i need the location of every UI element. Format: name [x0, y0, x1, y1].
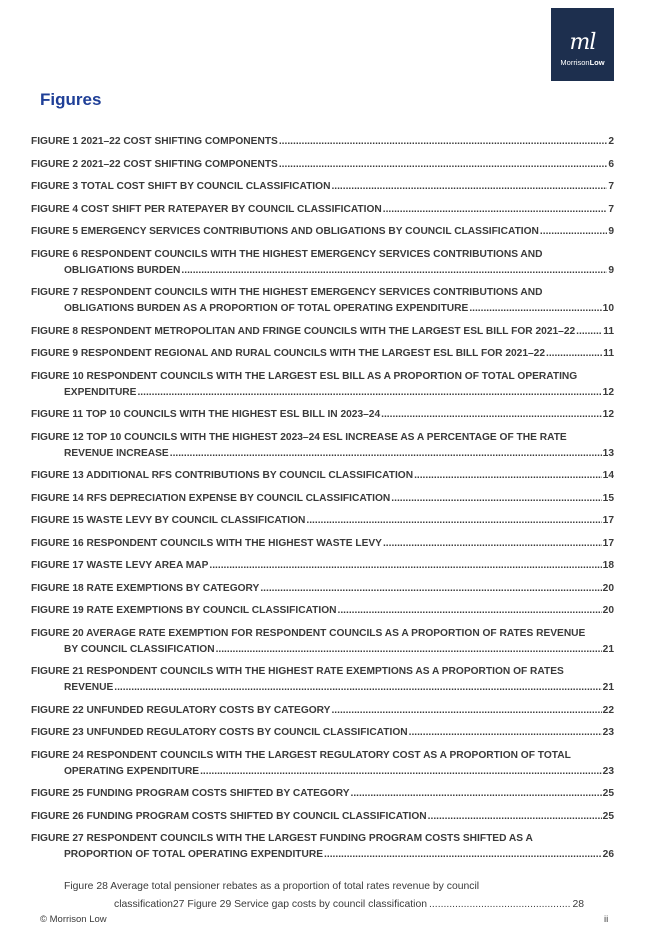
toc-entry-line-wrap: [31, 407, 614, 423]
toc-entry[interactable]: [31, 809, 614, 825]
toc-entry-text: BY COUNCIL CLASSIFICATION: [64, 643, 215, 655]
toc-entry-text: OPERATING EXPENDITURE: [64, 765, 200, 777]
toc-entry-line: classification27 Figure 29 Service gap costs by council classification: [114, 899, 428, 910]
toc-page-number: 17: [602, 537, 614, 549]
toc-page-number: 11: [603, 325, 614, 337]
toc-page-number: 22: [602, 704, 614, 716]
toc-entry-line-wrap: [31, 536, 614, 552]
leader-dots: [209, 558, 601, 574]
toc-entry[interactable]: [31, 603, 614, 619]
leader-dots: [381, 407, 602, 423]
leader-dots: [383, 202, 608, 218]
toc-page-number: 28: [572, 899, 584, 910]
toc-entry-text: AVERAGE RATE EXEMPTION FOR RESPONDENT COUNCILS AS A PROPORTION OF RATES REVENUE: [86, 627, 586, 639]
leader-dots: [429, 896, 570, 914]
toc-entry-line-wrap: [31, 324, 614, 340]
morrison-low-logo: [551, 8, 614, 81]
toc-entry-title: [31, 603, 337, 619]
leader-dots: [306, 513, 601, 529]
toc-page-number: 2: [608, 136, 614, 147]
toc-entry-title: [31, 703, 330, 719]
toc-figure-number: FIGURE 18: [31, 582, 84, 594]
toc-figure-number: FIGURE 15: [31, 515, 84, 526]
toc-page-number: 21: [602, 682, 614, 693]
toc-entry-continuation: [31, 263, 614, 279]
figures-list: [31, 134, 614, 870]
toc-entry-line-wrap: [31, 285, 614, 301]
toc-entry-title: [31, 157, 278, 173]
toc-entry-continuation: [31, 847, 614, 863]
toc-entry[interactable]: [31, 536, 614, 552]
toc-entry-title: [31, 536, 382, 552]
toc-entry-text: RESPONDENT COUNCILS WITH THE HIGHEST RATE EXEMPTIONS AS A PROPORTION OF RATES: [86, 666, 564, 677]
toc-entry[interactable]: [31, 346, 614, 362]
toc-page-number: 6: [608, 158, 614, 170]
toc-entry-text: UNFUNDED REGULATORY COSTS BY CATEGORY: [86, 704, 331, 716]
toc-page-number: 20: [602, 605, 614, 616]
logo-wordmark: MorrisonLow: [560, 58, 605, 67]
toc-entry[interactable]: [31, 513, 614, 529]
toc-figure-number: FIGURE 24: [31, 749, 84, 761]
toc-entry-text: RESPONDENT COUNCILS WITH THE HIGHEST EMERGENCY SERVICES CONTRIBUTIONS AND: [80, 287, 543, 298]
toc-entry[interactable]: [31, 626, 614, 658]
toc-entry-text: UNFUNDED REGULATORY COSTS BY COUNCIL CLASSIFICATION: [86, 727, 408, 738]
toc-entry[interactable]: [31, 581, 614, 597]
toc-page-number: 18: [602, 560, 614, 571]
toc-figure-number: FIGURE 12: [31, 431, 84, 443]
toc-entry-line-wrap: [31, 202, 614, 218]
leader-dots: [414, 468, 602, 484]
leader-dots: [200, 764, 602, 780]
toc-entry-figure-28-29[interactable]: [64, 878, 584, 914]
toc-page-number: 11: [603, 348, 614, 359]
toc-entry-text: ADDITIONAL RFS CONTRIBUTIONS BY COUNCIL CLASSIFICATION: [86, 470, 414, 481]
toc-entry-text: PROPORTION OF TOTAL OPERATING EXPENDITURE: [64, 849, 324, 860]
toc-entry-continuation: [31, 642, 614, 658]
toc-page-number: 9: [608, 226, 614, 237]
toc-entry-line-wrap: [31, 513, 614, 529]
toc-entry-line-wrap: [31, 581, 614, 597]
toc-entry-line-wrap: [31, 369, 614, 385]
toc-entry[interactable]: [31, 558, 614, 574]
toc-entry-text: RESPONDENT COUNCILS WITH THE LARGEST FUNDING PROGRAM COSTS SHIFTED AS A: [86, 833, 533, 844]
toc-figure-number: FIGURE 19: [31, 605, 84, 616]
toc-entry-text: FUNDING PROGRAM COSTS SHIFTED BY CATEGORY: [86, 788, 350, 799]
toc-entry[interactable]: [31, 369, 614, 401]
toc-entry-text: FUNDING PROGRAM COSTS SHIFTED BY COUNCIL CLASSIFICATION: [86, 810, 427, 822]
leader-dots: [546, 346, 602, 362]
toc-entry-continuation: [31, 385, 614, 401]
toc-entry-text: COST SHIFT PER RATEPAYER BY COUNCIL CLASSIFICATION: [80, 203, 382, 215]
toc-entry-text: RESPONDENT COUNCILS WITH THE LARGEST REGULATORY COST AS A PROPORTION OF TOTAL: [86, 749, 571, 761]
toc-entry-text: OBLIGATIONS BURDEN: [64, 264, 181, 276]
toc-page-number: 14: [602, 470, 614, 481]
toc-entry-line-wrap: [31, 831, 614, 847]
toc-entry-title: [31, 558, 208, 574]
toc-figure-number: FIGURE 22: [31, 704, 84, 716]
leader-dots: [260, 581, 601, 597]
toc-entry[interactable]: [31, 224, 614, 240]
toc-figure-number: FIGURE 8: [31, 325, 78, 337]
toc-entry-title: [31, 786, 350, 802]
toc-entry-title: [31, 179, 330, 195]
toc-entry-title: [31, 224, 539, 240]
leader-dots: [576, 324, 602, 340]
toc-entry[interactable]: [31, 725, 614, 741]
toc-entry-line-wrap: [31, 247, 614, 263]
page-title: Figures: [40, 90, 102, 109]
toc-entry-line-wrap: [31, 748, 614, 764]
leader-dots: [331, 179, 607, 195]
toc-entry[interactable]: [31, 407, 614, 423]
toc-entry[interactable]: [31, 324, 614, 340]
toc-entry-line-wrap: [31, 134, 614, 150]
toc-entry-title: [31, 202, 382, 218]
toc-figure-number: FIGURE 27: [31, 833, 84, 844]
toc-figure-number: FIGURE 21: [31, 666, 84, 677]
toc-figure-number: FIGURE 4: [31, 203, 78, 215]
toc-entry-line-wrap: [31, 603, 614, 619]
toc-entry-text: WASTE LEVY AREA MAP: [86, 560, 209, 571]
toc-entry-line-wrap: [31, 224, 614, 240]
toc-entry-title: [31, 491, 390, 507]
toc-figure-number: FIGURE 9: [31, 348, 78, 359]
toc-figure-number: FIGURE 14: [31, 492, 84, 504]
toc-entry-text: TOP 10 COUNCILS WITH THE HIGHEST ESL BILL IN 2023–24: [85, 409, 381, 420]
toc-figure-number: FIGURE 10: [31, 370, 84, 382]
leader-dots: [324, 847, 602, 863]
toc-entry[interactable]: [31, 786, 614, 802]
toc-entry-line-wrap: [31, 468, 614, 484]
leader-dots: [279, 157, 607, 173]
leader-dots: [469, 301, 601, 317]
toc-entry-line-wrap: [31, 491, 614, 507]
toc-figure-number: FIGURE 1: [31, 136, 78, 147]
toc-figure-number: FIGURE 13: [31, 470, 84, 481]
toc-entry-text: OBLIGATIONS BURDEN AS A PROPORTION OF TOTAL OPERATING EXPENDITURE: [64, 303, 469, 314]
toc-page-number: 26: [602, 849, 614, 860]
toc-entry[interactable]: [31, 179, 614, 195]
toc-page-number: 12: [602, 409, 614, 420]
footer-page-number: ii: [604, 914, 609, 925]
toc-entry[interactable]: [31, 430, 614, 462]
leader-dots: [331, 703, 601, 719]
toc-entry-title: [31, 407, 380, 423]
toc-entry-text: RESPONDENT COUNCILS WITH THE LARGEST ESL BILL AS A PROPORTION OF TOTAL OPERATING: [86, 370, 578, 382]
leader-dots: [216, 642, 602, 658]
toc-entry[interactable]: [31, 157, 614, 173]
leader-dots: [279, 134, 607, 150]
toc-entry-line-wrap: [31, 346, 614, 362]
toc-entry-title: [31, 809, 427, 825]
leader-dots: [338, 603, 602, 619]
toc-page-number: 21: [602, 643, 614, 655]
toc-figure-number: FIGURE 3: [31, 181, 78, 192]
toc-entry-text: EMERGENCY SERVICES CONTRIBUTIONS AND OBLIGATIONS BY COUNCIL CLASSIFICATION: [80, 226, 539, 237]
toc-figure-number: FIGURE 6: [31, 248, 78, 260]
toc-page-number: 7: [608, 203, 614, 215]
toc-page-number: 13: [602, 447, 614, 459]
toc-entry-title: [31, 134, 278, 150]
toc-figure-number: FIGURE 2: [31, 158, 78, 170]
toc-entry-text: REVENUE: [64, 682, 114, 693]
toc-entry-title: [31, 513, 305, 529]
toc-entry-line-wrap: [31, 809, 614, 825]
toc-entry-continuation: [31, 301, 614, 317]
toc-figure-number: FIGURE 25: [31, 788, 84, 799]
toc-entry-line-wrap: [31, 430, 614, 446]
toc-figure-number: FIGURE 23: [31, 727, 84, 738]
toc-entry-text: REVENUE INCREASE: [64, 447, 169, 459]
toc-page-number: 9: [608, 264, 614, 276]
toc-page-number: 10: [602, 303, 614, 314]
toc-page-number: 17: [602, 515, 614, 526]
leader-dots: [428, 809, 602, 825]
toc-entry-text: 2021–22 COST SHIFTING COMPONENTS: [80, 136, 278, 147]
toc-figure-number: FIGURE 17: [31, 560, 84, 571]
toc-entry[interactable]: [31, 703, 614, 719]
toc-entry-continuation: [31, 446, 614, 462]
toc-entry-text: RATE EXEMPTIONS BY COUNCIL CLASSIFICATION: [86, 605, 337, 616]
toc-page-number: 23: [602, 765, 614, 777]
toc-entry[interactable]: [31, 247, 614, 279]
toc-entry-text: EXPENDITURE: [64, 386, 137, 398]
logo-mark: ml: [569, 30, 596, 55]
toc-entry-text: RESPONDENT REGIONAL AND RURAL COUNCILS WITH THE LARGEST ESL BILL FOR 2021–22: [80, 348, 545, 359]
toc-entry-line-wrap: [31, 157, 614, 173]
toc-entry-line-wrap: [31, 703, 614, 719]
toc-entry-line-wrap: [31, 558, 614, 574]
footer-copyright: © Morrison Low: [40, 914, 107, 925]
leader-dots: [383, 536, 602, 552]
toc-entry[interactable]: [31, 664, 614, 696]
toc-entry-title: [31, 346, 545, 362]
toc-entry-title: [31, 324, 575, 340]
toc-page-number: 7: [608, 181, 614, 192]
toc-page-number: 25: [602, 810, 614, 822]
toc-entry-line: Figure 28 Average total pensioner rebates as a proportion of total rates revenue by council: [64, 881, 480, 892]
leader-dots: [409, 725, 602, 741]
toc-entry-title: [31, 468, 413, 484]
toc-entry-line-wrap: [31, 725, 614, 741]
toc-entry[interactable]: [31, 491, 614, 507]
toc-page-number: 20: [602, 582, 614, 594]
toc-entry-line-wrap: [31, 626, 614, 642]
toc-page-number: 23: [602, 727, 614, 738]
toc-entry-line-wrap: [31, 786, 614, 802]
toc-entry-text: RATE EXEMPTIONS BY CATEGORY: [86, 582, 260, 594]
toc-entry-line-wrap: [31, 664, 614, 680]
toc-entry-text: WASTE LEVY BY COUNCIL CLASSIFICATION: [86, 515, 306, 526]
leader-dots: [391, 491, 601, 507]
toc-figure-number: FIGURE 16: [31, 537, 84, 549]
toc-entry-text: TOP 10 COUNCILS WITH THE HIGHEST 2023–24 ESL INCREASE AS A PERCENTAGE OF THE RATE: [86, 431, 567, 443]
leader-dots: [540, 224, 607, 240]
toc-figure-number: FIGURE 11: [31, 409, 84, 420]
toc-entry-text: RESPONDENT METROPOLITAN AND FRINGE COUNCILS WITH THE LARGEST ESL BILL FOR 2021–22: [80, 325, 576, 337]
toc-page-number: 12: [602, 386, 614, 398]
toc-entry[interactable]: [31, 831, 614, 863]
toc-entry-text: RFS DEPRECIATION EXPENSE BY COUNCIL CLASSIFICATION: [86, 492, 391, 504]
leader-dots: [181, 263, 607, 279]
leader-dots: [351, 786, 602, 802]
toc-entry[interactable]: [31, 134, 614, 150]
toc-figure-number: FIGURE 7: [31, 287, 78, 298]
toc-entry-line-wrap: [31, 179, 614, 195]
toc-entry-text: RESPONDENT COUNCILS WITH THE HIGHEST EMERGENCY SERVICES CONTRIBUTIONS AND: [80, 248, 543, 260]
toc-entry-continuation: [31, 680, 614, 696]
toc-entry[interactable]: [31, 468, 614, 484]
toc-entry[interactable]: [31, 748, 614, 780]
toc-entry-title: [31, 581, 259, 597]
leader-dots: [114, 680, 601, 696]
toc-entry-text: RESPONDENT COUNCILS WITH THE HIGHEST WASTE LEVY: [86, 537, 382, 549]
toc-page-number: 15: [602, 492, 614, 504]
toc-page-number: 25: [602, 788, 614, 799]
toc-entry[interactable]: [31, 285, 614, 317]
leader-dots: [170, 446, 602, 462]
toc-entry[interactable]: [31, 202, 614, 218]
toc-figure-number: FIGURE 5: [31, 226, 78, 237]
toc-entry-text: 2021–22 COST SHIFTING COMPONENTS: [80, 158, 278, 170]
toc-entry-text: TOTAL COST SHIFT BY COUNCIL CLASSIFICATION: [80, 181, 331, 192]
toc-figure-number: FIGURE 26: [31, 810, 84, 822]
toc-figure-number: FIGURE 20: [31, 627, 84, 639]
toc-entry-title: [31, 725, 408, 741]
leader-dots: [137, 385, 601, 401]
toc-entry-continuation: [31, 764, 614, 780]
